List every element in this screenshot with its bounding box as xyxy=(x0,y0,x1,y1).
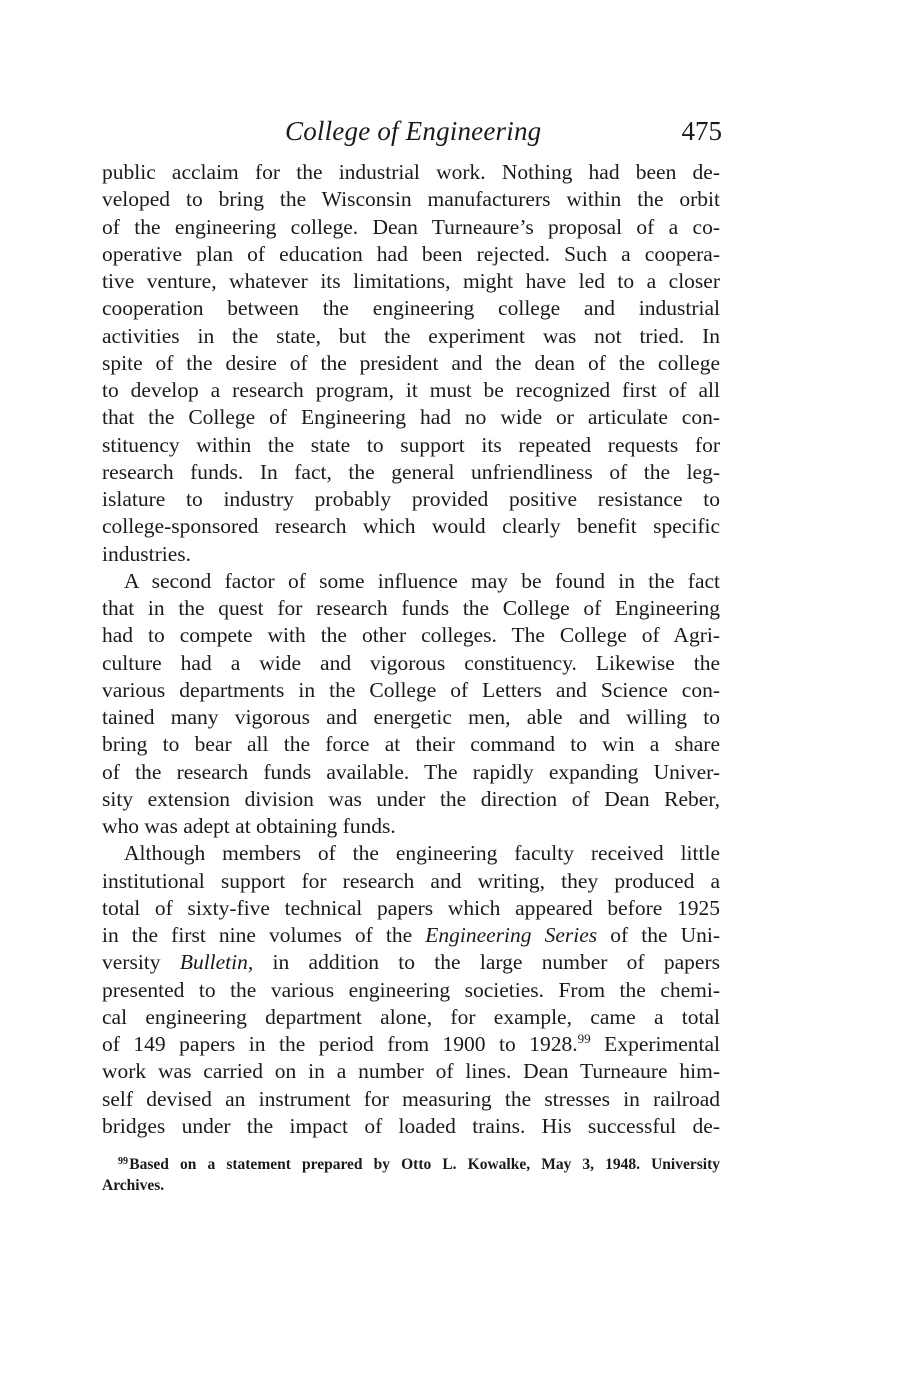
footnote-reference: 99 xyxy=(577,1031,591,1046)
text-line: tive venture, whatever its limitations, might have led to a closer xyxy=(102,269,720,293)
text-line: cooperation between the engineering college and industrial xyxy=(102,296,720,321)
text-line: various departments in the College of Letters and Science con- xyxy=(102,677,720,702)
bulletin-title: Bulletin, xyxy=(179,950,254,975)
text-line: industries. xyxy=(102,541,191,566)
footnote-line: Archives. xyxy=(102,1177,165,1194)
paragraph-first-line: A second factor of some influence may be found in the fact xyxy=(124,568,720,593)
text-segment: in addition to the large number of papers xyxy=(253,950,720,975)
text-line: public acclaim for the industrial work. Nothing had been de- xyxy=(102,160,720,184)
paragraph-first-line: Although members of the engineering faculty received little xyxy=(124,841,720,866)
text-line: culture had a wide and vigorous constituency. Likewise the xyxy=(102,650,720,675)
text-segment: versity xyxy=(102,950,180,975)
text-line: total of sixty-five technical papers which appeared before 1925 xyxy=(102,895,720,920)
series-title: Engineering Series xyxy=(425,923,598,947)
text-line: of the engineering college. Dean Turneaure’s proposal of a co- xyxy=(102,214,720,239)
footnote-line xyxy=(102,1154,720,1175)
text-line: that in the quest for research funds the College of Engineering xyxy=(102,596,720,620)
text-line: of the research funds available. The rapidly expanding Univer- xyxy=(102,759,720,784)
text-line: bridges under the impact of loaded trains. His successful de- xyxy=(102,1113,720,1138)
footnote-text: Based on a statement prepared by Otto L. Kowalke, May 3, 1948. University xyxy=(129,1156,720,1173)
text-line: operative plan of education had been rejected. Such a coopera- xyxy=(102,241,720,266)
text-line: sity extension division was under the direction of Dean Reber, xyxy=(102,786,720,811)
running-title: College of Engineering xyxy=(285,116,542,146)
text-line: institutional support for research and writing, they produced a xyxy=(102,868,720,893)
text-line: to develop a research program, it must be recognized first of all xyxy=(102,378,720,402)
text-segment: of the Uni- xyxy=(597,923,721,947)
text-segment: in the first nine volumes of the xyxy=(102,923,426,947)
text-line: had to compete with the other colleges. The College of Agri- xyxy=(102,623,720,648)
text-line: tained many vigorous and energetic men, able and willing to xyxy=(102,705,720,729)
text-line: who was adept at obtaining funds. xyxy=(102,814,396,838)
text-line: spite of the desire of the president and the dean of the college xyxy=(102,350,720,375)
text-line: presented to the various engineering societies. From the chemi- xyxy=(102,977,720,1002)
text-line: islature to industry probably provided positive resistance to xyxy=(102,487,720,511)
text-line: activities in the state, but the experiment was not tried. In xyxy=(102,323,720,348)
footnote xyxy=(102,1154,720,1196)
text-line: research funds. In fact, the general unfriendliness of the leg- xyxy=(102,459,720,484)
text-segment: Experimental xyxy=(590,1032,720,1056)
text-line xyxy=(102,1031,720,1058)
body-text xyxy=(102,159,720,1140)
text-line: veloped to bring the Wisconsin manufacturers within the orbit xyxy=(102,187,720,212)
text-line xyxy=(102,922,720,949)
text-line: work was carried on in a number of lines. Dean Turneaure him- xyxy=(102,1059,720,1084)
text-line: college-sponsored research which would clearly benefit specific xyxy=(102,514,720,539)
text-line: stituency within the state to support its repeated requests for xyxy=(102,432,720,457)
text-line: self devised an instrument for measuring the stresses in railroad xyxy=(102,1086,720,1111)
text-line xyxy=(102,949,720,976)
text-line: bring to bear all the force at their command to win a share xyxy=(102,732,720,757)
running-header xyxy=(100,116,722,156)
footnote-marker: 99 xyxy=(118,1156,128,1167)
page-number: 475 xyxy=(681,116,722,146)
text-segment: of 149 papers in the period from 1900 to 1928. xyxy=(102,1032,578,1056)
text-line: that the College of Engineering had no wide or articulate con- xyxy=(102,405,720,430)
text-line: cal engineering department alone, for example, came a total xyxy=(102,1004,720,1029)
